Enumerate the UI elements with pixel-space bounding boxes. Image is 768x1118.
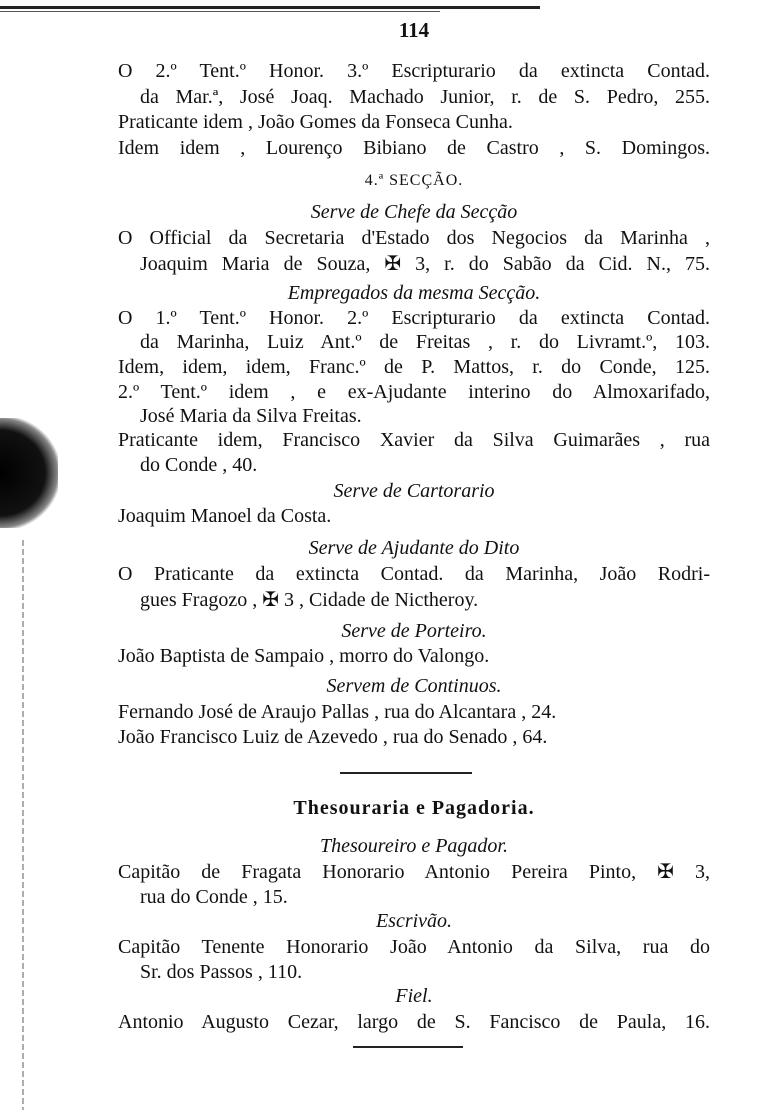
text-line: do Conde , 40.: [140, 454, 258, 476]
subheading: Servem de Continuos.: [326, 675, 502, 697]
subheading: Empregados da mesma Secção.: [287, 282, 541, 304]
text-line: Praticante idem , João Gomes da Fonseca Cunha.: [118, 111, 513, 133]
subheading: Serve de Ajudante do Dito: [308, 537, 520, 559]
section-heading: Thesouraria e Pagadoria.: [293, 797, 535, 819]
text-line: Fernando José de Araujo Pallas , rua do Alcantara , 24.: [118, 701, 557, 723]
section-divider: [340, 772, 472, 774]
subheading: Fiel.: [395, 985, 433, 1007]
text-line: Capitão de Fragata Honorario Antonio Pereira Pinto, ✠ 3,: [118, 861, 710, 883]
section-divider: [353, 1046, 463, 1048]
text-line: 2.º Tent.º idem , e ex-Ajudante interino do Almoxarifado,: [118, 381, 710, 403]
text-line: da Marinha, Luiz Ant.º de Freitas , r. do Livramt.º, 103.: [140, 331, 710, 353]
subheading: Escrivão.: [375, 910, 453, 932]
text-line: gues Fragozo , ✠ 3 , Cidade de Nictheroy.: [140, 589, 479, 611]
page-binding-edge: [22, 540, 24, 1110]
page-top-edge: [0, 11, 440, 12]
text-line: Joaquim Manoel da Costa.: [118, 505, 332, 527]
text-line: rua do Conde , 15.: [140, 886, 288, 908]
text-line: João Baptista de Sampaio , morro do Valongo.: [118, 645, 490, 667]
subheading: Serve de Chefe da Secção: [310, 201, 518, 223]
page-number: 114: [398, 18, 430, 42]
text-line: Antonio Augusto Cezar, largo de S. Fancisco de Paula, 16.: [118, 1011, 710, 1033]
text-line: Idem, idem, idem, Franc.º de P. Mattos, r. do Conde, 125.: [118, 356, 710, 378]
text-line: Praticante idem, Francisco Xavier da Silva Guimarães , rua: [118, 429, 710, 451]
subheading: Serve de Cartorario: [333, 480, 495, 502]
subheading: Serve de Porteiro.: [341, 620, 487, 642]
text-line: Capitão Tenente Honorario João Antonio da Silva, rua do: [118, 936, 710, 958]
text-line: O Official da Secretaria d'Estado dos Negocios da Marinha ,: [118, 227, 710, 249]
subheading: Thesoureiro e Pagador.: [320, 835, 508, 857]
text-line: Sr. dos Passos , 110.: [140, 961, 303, 983]
section-heading: 4.ª SECÇÃO.: [364, 172, 464, 189]
text-line: O Praticante da extincta Contad. da Marinha, João Rodri-: [118, 563, 710, 585]
page-curl-shadow: [0, 418, 58, 528]
text-line: da Mar.ª, José Joaq. Machado Junior, r. de S. Pedro, 255.: [140, 86, 710, 108]
text-line: José Maria da Silva Freitas.: [140, 405, 362, 427]
text-line: O 1.º Tent.º Honor. 2.º Escripturario da extincta Contad.: [118, 307, 710, 329]
text-line: João Francisco Luiz de Azevedo , rua do Senado , 64.: [118, 726, 548, 748]
text-line: Joaquim Maria de Souza, ✠ 3, r. do Sabão da Cid. N., 75.: [140, 253, 710, 275]
text-line: O 2.º Tent.º Honor. 3.º Escripturario da extincta Contad.: [118, 60, 710, 82]
page-top-edge: [0, 6, 540, 9]
text-line: Idem idem , Lourenço Bibiano de Castro , S. Domingos.: [118, 137, 710, 159]
